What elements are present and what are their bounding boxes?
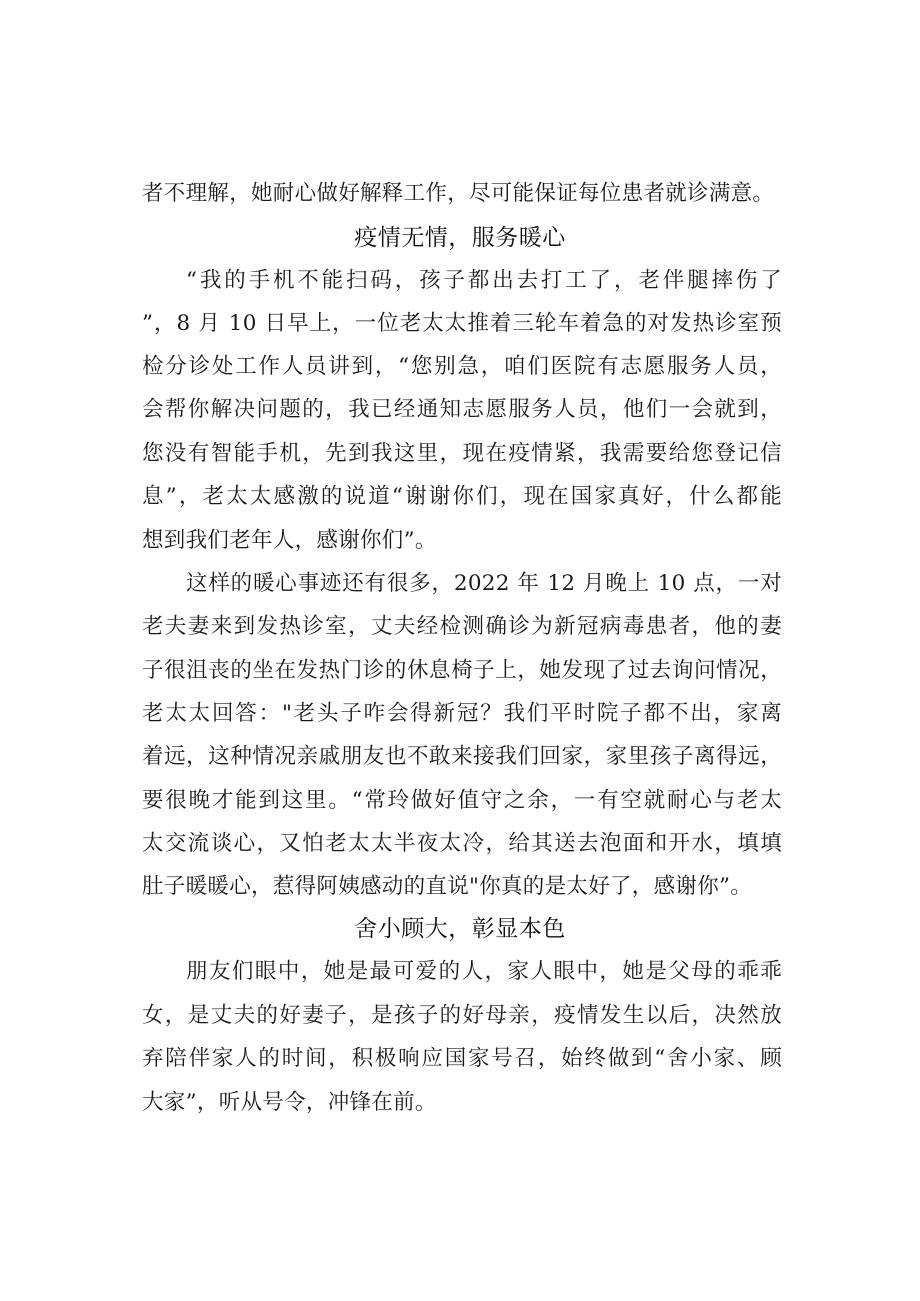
paragraph-line: 大家”，听从号令，冲锋在前。 (142, 1090, 437, 1115)
section-heading-2: 舍小顾大，彰显本色 (354, 916, 566, 942)
paragraph-line: 者不理解，她耐心做好解释工作，尽可能保证每位患者就诊满意。 (142, 181, 775, 206)
paragraph-line: 朋友们眼中，她是最可爱的人，家人眼中，她是父母的乖乖 (186, 959, 782, 984)
paragraph-line: 想到我们老年人，感谢你们”。 (142, 528, 437, 553)
paragraph-line: “我的手机不能扫码，孩子都出去打工了，老伴腿摔伤了 (186, 268, 782, 293)
paragraph-line: 着远，这种情况亲戚朋友也不敢来接我们回家，家里孩子离得远， (142, 744, 782, 769)
paragraph-line: ”，8 月 10 日早上，一位老太太推着三轮车着急的对发热诊室预 (142, 311, 782, 336)
paragraph-line: 这样的暖心事迹还有很多，2022 年 12 月晚上 10 点，一对 (186, 571, 782, 596)
paragraph-line: 您没有智能手机，先到我这里，现在疫情紧，我需要给您登记信 (142, 441, 782, 466)
paragraph-line: 太交流谈心，又怕老太太半夜太冷，给其送去泡面和开水，填填 (142, 831, 782, 856)
paragraph-line: 会帮你解决问题的，我已经通知志愿服务人员，他们一会就到， (142, 397, 782, 422)
paragraph-line: 要很晚才能到这里。“常玲做好值守之余，一有空就耐心与老太 (142, 788, 782, 813)
paragraph-line: 检分诊处工作人员讲到，“您别急，咱们医院有志愿服务人员， (142, 354, 782, 379)
paragraph-line: 老太太回答："老头子咋会得新冠？我们平时院子都不出，家离 (142, 701, 782, 726)
paragraph-line: 肚子暖暖心，惹得阿姨感动的直说"你真的是太好了，感谢你”。 (142, 874, 753, 899)
paragraph-line: 子很沮丧的坐在发热门诊的休息椅子上，她发现了过去询问情况， (142, 658, 782, 683)
paragraph-line: 老夫妻来到发热诊室，丈夫经检测确诊为新冠病毒患者，他的妻 (142, 614, 782, 639)
paragraph-line: 息”，老太太感激的说道“谢谢你们，现在国家真好，什么都能 (142, 484, 782, 509)
paragraph-line: 弃陪伴家人的时间，积极响应国家号召，始终做到“舍小家、顾 (142, 1046, 782, 1071)
section-heading-1: 疫情无情，服务暖心 (354, 225, 566, 251)
paragraph-line: 女，是丈夫的好妻子，是孩子的好母亲，疫情发生以后，决然放 (142, 1003, 782, 1028)
